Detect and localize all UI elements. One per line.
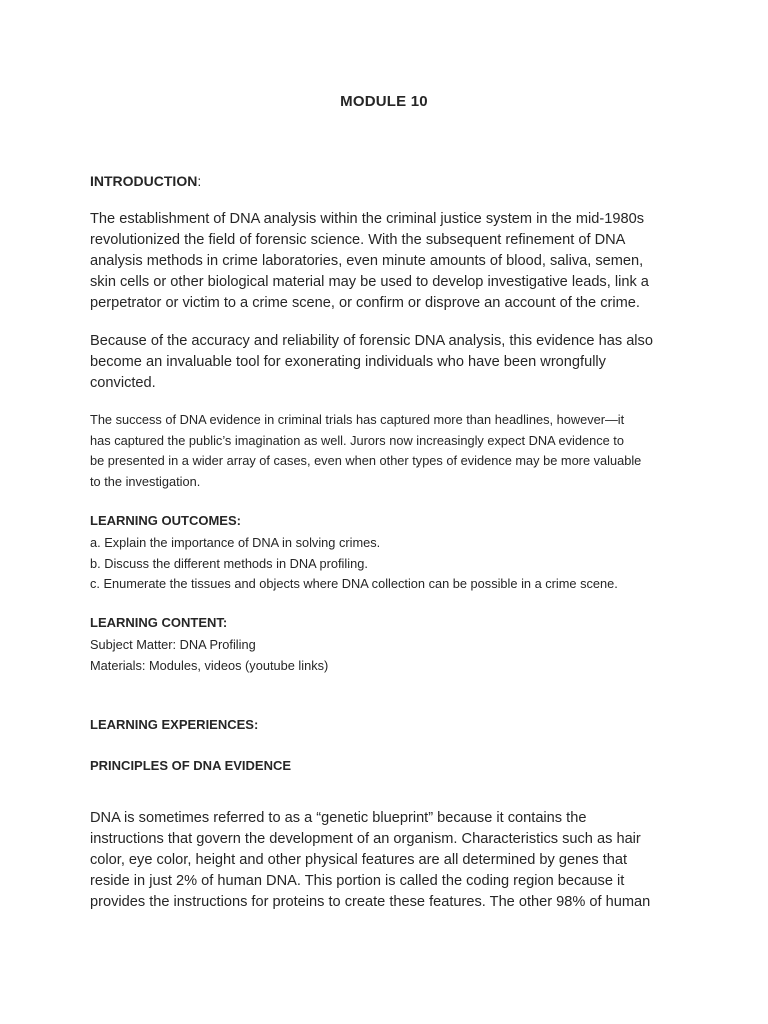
paragraph-line: skin cells or other biological material may be used to develop investigative leads, link a — [90, 274, 649, 290]
paragraph-line: has captured the public’s imagination as well. Jurors now increasingly expect DNA evidence to — [90, 432, 624, 448]
paragraph-line: be presented in a wider array of cases, even when other types of evidence may be more valuable — [90, 453, 642, 468]
paragraph-line: The success of DNA evidence in criminal trials has captured more than headlines, however—it — [90, 412, 625, 427]
learning-experiences-heading: LEARNING EXPERIENCES: — [90, 717, 259, 732]
paragraph-line: instructions that govern the development of an organism. Characteristics such as hair — [90, 831, 641, 847]
paragraph-line: become an invaluable tool for exonerating individuals who have been wrongfully — [90, 354, 606, 370]
learning-content-list — [90, 635, 710, 676]
paragraph-line: color, eye color, height and other physical features are all determined by genes that — [90, 852, 628, 868]
introduction-heading-text: INTRODUCTION — [90, 173, 198, 189]
paragraph-line: analysis methods in crime laboratories, even minute amounts of blood, saliva, semen, — [90, 253, 644, 269]
paragraph-line: provides the instructions for proteins to create these features. The other 98% of human — [90, 894, 651, 910]
paragraph-line: DNA is sometimes referred to as a “genetic blueprint” because it contains the — [90, 810, 587, 826]
paragraph-line: perpetrator or victim to a crime scene, or confirm or disprove an account of the crime. — [90, 295, 640, 311]
materials-line: Materials: Modules, videos (youtube links) — [90, 657, 329, 673]
module-title: MODULE 10 — [340, 93, 428, 110]
introduction-paragraph-3 — [90, 410, 690, 492]
principles-heading: PRINCIPLES OF DNA EVIDENCE — [90, 758, 292, 773]
paragraph-line: revolutionized the field of forensic science. With the subsequent refinement of DNA — [90, 232, 626, 248]
list-item: c. Enumerate the tissues and objects where DNA collection can be possible in a crime scene. — [90, 576, 618, 591]
learning-outcomes-list — [90, 533, 710, 595]
subject-matter-line: Subject Matter: DNA Profiling — [90, 637, 256, 652]
paragraph-line: convicted. — [90, 375, 156, 391]
principles-paragraph — [90, 808, 690, 913]
paragraph-line: The establishment of DNA analysis within the criminal justice system in the mid-1980s — [90, 211, 644, 227]
list-item: b. Discuss the different methods in DNA profiling. — [90, 555, 368, 571]
list-item: a. Explain the importance of DNA in solving crimes. — [90, 535, 381, 550]
introduction-paragraph-2 — [90, 331, 690, 394]
introduction-heading-colon: : — [197, 173, 202, 189]
paragraph-line: reside in just 2% of human DNA. This portion is called the coding region because it — [90, 873, 625, 889]
paragraph-line: to the investigation. — [90, 473, 201, 489]
introduction-paragraph-1 — [90, 209, 690, 314]
introduction-heading — [90, 173, 201, 189]
learning-outcomes-heading: LEARNING OUTCOMES: — [90, 513, 241, 528]
learning-content-heading: LEARNING CONTENT: — [90, 615, 228, 630]
paragraph-line: Because of the accuracy and reliability of forensic DNA analysis, this evidence has also — [90, 333, 653, 349]
